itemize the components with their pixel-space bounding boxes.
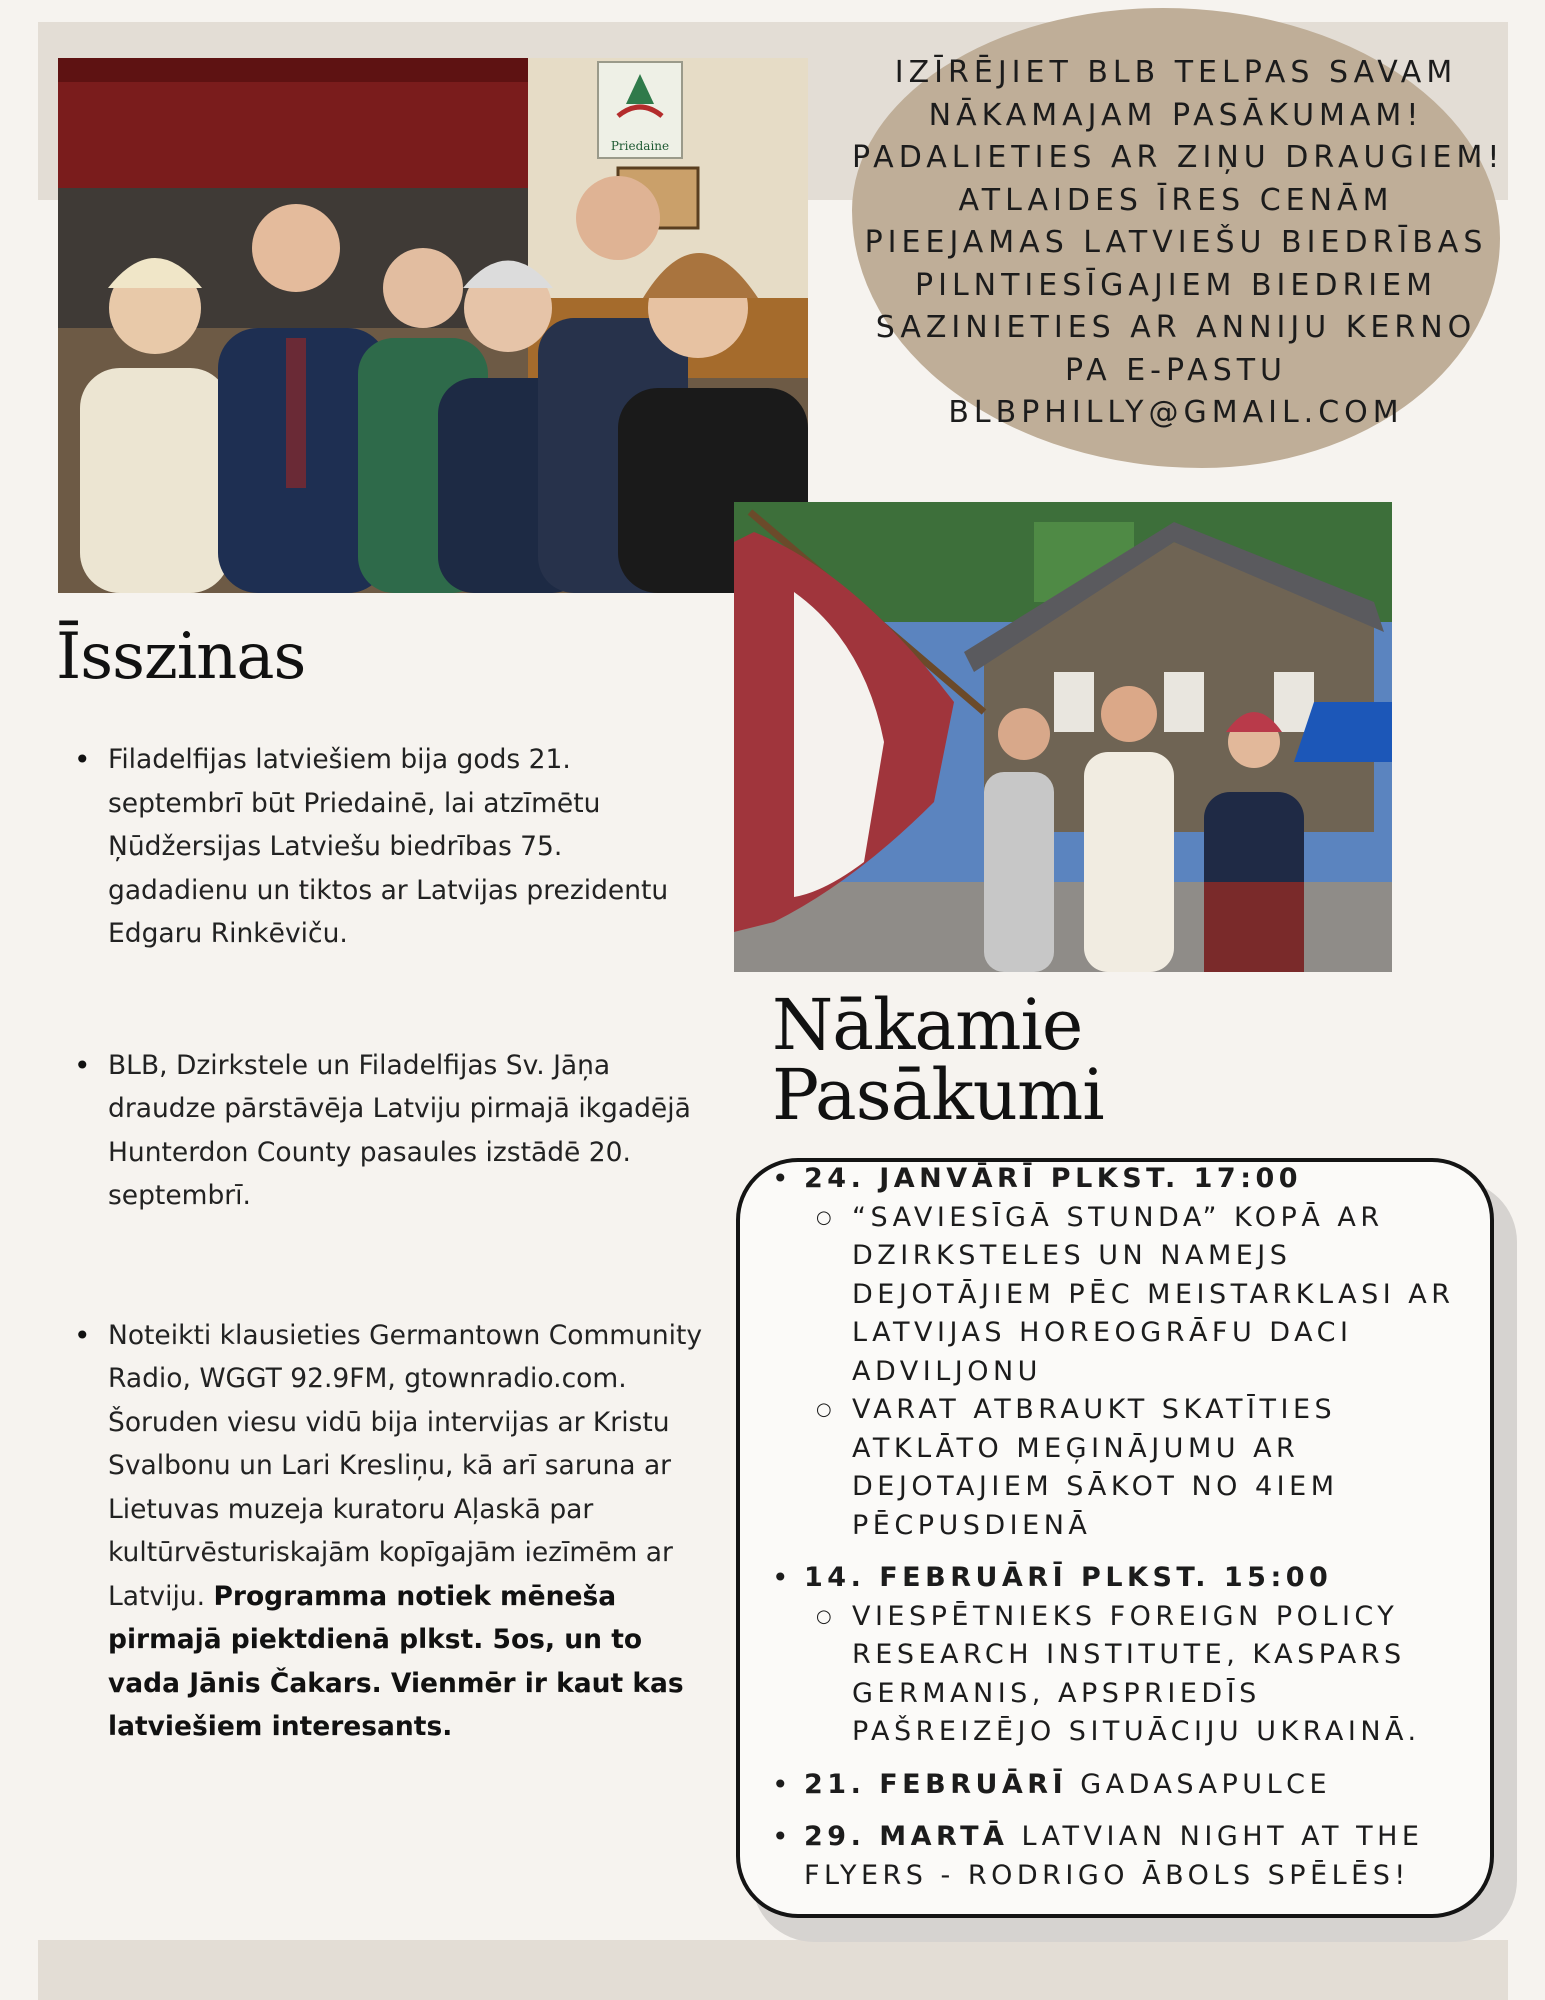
rental-line: ATLAIDES ĪRES CENĀM [958, 182, 1394, 218]
event-date: 24. JANVĀRĪ PLKST. 17:00 [804, 1163, 1303, 1194]
rental-line: SAZINIETIES AR ANNIJU KERNO [875, 310, 1477, 345]
event-date: 21. FEBRUĀRĪ [804, 1768, 1068, 1800]
news-list [70, 738, 710, 1749]
rental-notice-text [852, 52, 1505, 435]
event-item [770, 1766, 1475, 1805]
reception-photo [58, 58, 808, 593]
event-subitem: ○ “SAVIESĪGĀ STUNDA” KOPĀ AR DZIRKSTELES UN NAMEJS DEJOTĀJIEM PĒC MEISTARKLASI AR LATVIJAS HOREOGRĀFU DACI ADVILJONU [804, 1199, 1475, 1392]
event-item [770, 1818, 1475, 1895]
news-item-bold-text: Programma notiek mēneša pirmajā piektdienā plkst. 5os, un to vada Jānis Čakars. Vienmēr ir kaut kas latviešiem interesants. [108, 1580, 684, 1742]
event-subitem: ○ VIESPĒTNIEKS FOREIGN POLICY RESEARCH INSTITUTE, KASPARS GERMANIS, APSPRIEDĪS PAŠREIZĒJO SITUĀCIJU UKRAINĀ. [804, 1598, 1475, 1752]
rental-line: PIEEJAMAS LATVIEŠU BIEDRĪBAS [864, 225, 1488, 260]
news-item-text: BLB, Dzirkstele un Filadelfijas Sv. Jāņa draudze pārstāvēja Latviju pirmajā ikgadējā Hunterdon County pasaules izstādē 20. septembrī. [108, 1049, 691, 1211]
rental-line: PILNTIESĪGAJIEM BIEDRIEM [915, 267, 1437, 303]
rental-email[interactable]: BLBPHILLY@GMAIL.COM [948, 395, 1404, 430]
news-item-text: Noteikti klausieties Germantown Community Radio, WGGT 92.9FM, gtownradio.com. Šoruden viesu vidū bija intervijas ar Kristu Svalbonu un Lari Kresliņu, kā arī saruna ar Lietuvas muzeja kuratoru Aļaskā par kultūrvēsturiskajām kopīgajām iezīmēm ar Latviju. [108, 1319, 703, 1612]
events-heading [772, 984, 1104, 1136]
rental-line: PA E-PASTU [1064, 352, 1288, 388]
bottom-background-band [38, 1940, 1508, 2000]
event-item [770, 1160, 1475, 1545]
rental-line: PADALIETIES AR ZIŅU DRAUGIEM! [852, 140, 1505, 175]
news-heading: Īsszinas [56, 620, 306, 694]
flag-photo [734, 502, 1392, 972]
events-heading-line2: Pasākumi [772, 1054, 1104, 1136]
event-item [770, 1559, 1475, 1752]
rental-line: NĀKAMAJAM PASĀKUMAM! [928, 97, 1424, 133]
news-item-text: Filadelfijas latviešiem bija gods 21. septembrī būt Priedainē, lai atzīmētu Ņūdžersijas Latviešu biedrības 75. gadadienu un tiktos ar Latvijas prezidentu Edgaru Rinkēviču. [108, 744, 669, 949]
event-detail: GADASAPULCE [1067, 1768, 1332, 1800]
news-item [70, 1314, 710, 1749]
news-item [70, 1044, 710, 1218]
priedaine-sign-text: Priedaine [610, 139, 670, 153]
event-subitem: ○ VARAT ATBRAUKT SKATĪTIES ATKLĀTO MEĢINĀJUMU AR DEJOTAJIEM SĀKOT NO 4IEM PĒCPUSDIENĀ [804, 1391, 1475, 1545]
news-item [70, 738, 710, 956]
event-date: 29. MARTĀ [804, 1821, 1009, 1852]
events-list [770, 1160, 1475, 1895]
events-heading-line1: Nākamie [772, 984, 1083, 1066]
event-date: 14. FEBRUĀRĪ PLKST. 15:00 [804, 1562, 1333, 1593]
rental-line: IZĪRĒJIET BLB TELPAS SAVAM [894, 55, 1458, 90]
event-detail: LATVIAN NIGHT AT THE FLYERS - RODRIGO ĀBOLS SPĒLĒS! [804, 1821, 1424, 1891]
